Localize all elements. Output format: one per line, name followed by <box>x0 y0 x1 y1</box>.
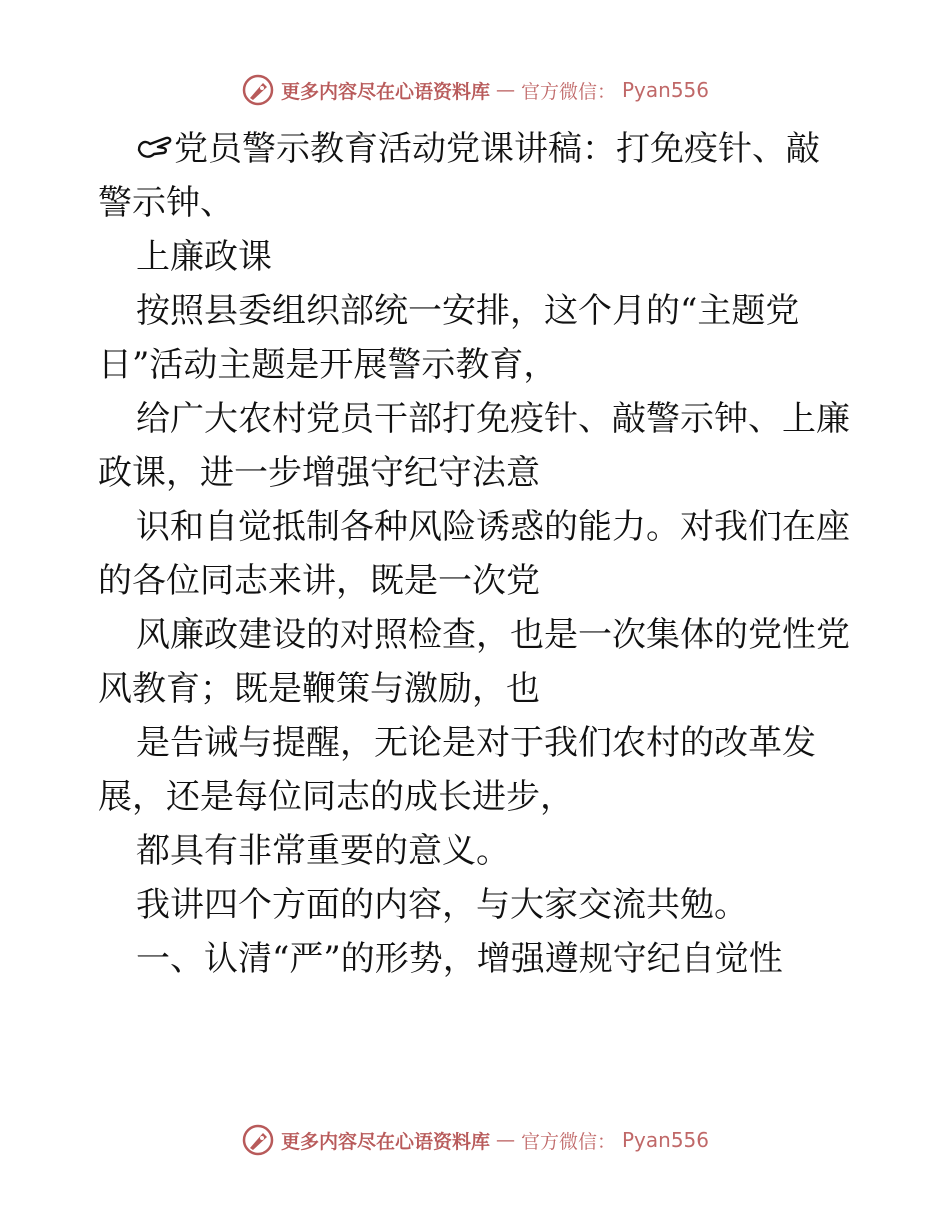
section-heading-line: 一、认清“严”的形势，增强遵规守纪自觉性 <box>136 939 783 979</box>
watermark-site-text: 更多内容尽在心语资料库 <box>280 80 490 103</box>
footer-watermark <box>0 1120 950 1160</box>
header-watermark <box>0 70 950 110</box>
paragraph-line: 风教育；既是鞭策与激励，也 <box>98 669 540 709</box>
paragraph <box>98 824 858 878</box>
paragraph-line: 识和自觉抵制各种风险诱惑的能力。对我们在座 <box>136 507 850 547</box>
paragraph <box>98 230 858 284</box>
paragraph <box>98 608 858 716</box>
paragraph <box>98 716 858 824</box>
paragraph-line: 的各位同志来讲，既是一次党 <box>98 561 540 601</box>
watermark-site-text: 更多内容尽在心语资料库 <box>280 1130 490 1153</box>
watermark-separator: — <box>495 1129 515 1151</box>
watermark-wechat-id: Pyan556 <box>622 78 710 102</box>
paragraph <box>98 500 858 608</box>
paragraph <box>98 392 858 500</box>
hand-pointer-icon <box>136 132 174 162</box>
paragraph <box>98 878 858 932</box>
paragraph-line: 我讲四个方面的内容，与大家交流共勉。 <box>136 885 748 925</box>
paragraph-line: 政课，进一步增强守纪守法意 <box>98 453 540 493</box>
watermark-wechat-label: 官方微信： <box>520 80 616 103</box>
watermark-separator: — <box>495 79 515 101</box>
paragraph-line: 风廉政建设的对照检查，也是一次集体的党性党 <box>136 615 850 655</box>
paragraph-line: 是告诫与提醒，无论是对于我们农村的改革发 <box>136 723 816 763</box>
paragraph <box>98 284 858 392</box>
paragraph-line: 展，还是每位同志的成长进步， <box>98 777 574 817</box>
title-line-2: 警示钟、 <box>98 183 234 223</box>
paragraph-line: 都具有非常重要的意义。 <box>136 831 510 871</box>
watermark-wechat-label: 官方微信： <box>520 1130 616 1153</box>
paragraph-line: 按照县委组织部统一安排，这个月的“主题党 <box>136 291 800 331</box>
document-title <box>98 122 858 230</box>
document-body <box>98 122 858 986</box>
paragraph-line: 给广大农村党员干部打免疫针、敲警示钟、上廉 <box>136 399 850 439</box>
pen-nib-logo-icon <box>241 73 275 107</box>
paragraph-line: 日”活动主题是开展警示教育， <box>98 345 558 385</box>
section-heading <box>98 932 858 986</box>
watermark-wechat-id: Pyan556 <box>622 1128 710 1152</box>
title-line-1: 党员警示教育活动党课讲稿：打免疫针、敲 <box>98 122 858 176</box>
pen-nib-logo-icon <box>241 1123 275 1157</box>
paragraph-line: 上廉政课 <box>136 237 272 277</box>
